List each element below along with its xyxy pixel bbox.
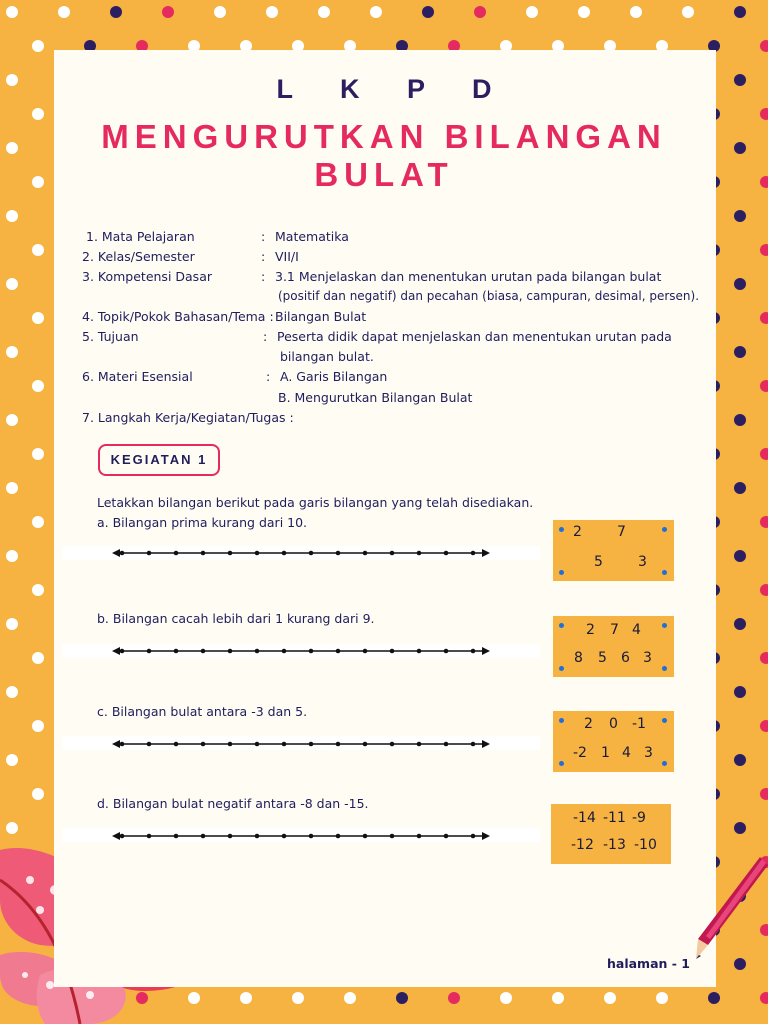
arrow-right-icon bbox=[482, 549, 490, 557]
number-card-c bbox=[553, 711, 674, 772]
polka-dot bbox=[6, 346, 18, 358]
number-line-tick bbox=[282, 834, 287, 839]
number-line-tick bbox=[282, 742, 287, 747]
polka-dot bbox=[136, 992, 148, 1004]
polka-dot bbox=[32, 380, 44, 392]
number-card-a bbox=[553, 520, 674, 581]
polka-dot bbox=[6, 210, 18, 222]
polka-dot bbox=[266, 6, 278, 18]
polka-dot bbox=[32, 584, 44, 596]
polka-dot bbox=[110, 6, 122, 18]
info-label-7: 7. Langkah Kerja/Kegiatan/Tugas : bbox=[82, 410, 294, 425]
number-line-tick bbox=[444, 551, 449, 556]
corner-dot bbox=[662, 718, 667, 723]
polka-dot bbox=[32, 720, 44, 732]
number-line-tick bbox=[444, 834, 449, 839]
card-number: 5 bbox=[598, 650, 607, 666]
card-number: -14 bbox=[573, 810, 596, 826]
info-label-1: 1. Mata Pelajaran bbox=[86, 229, 195, 244]
number-line-tick bbox=[201, 834, 206, 839]
arrow-right-icon bbox=[482, 647, 490, 655]
polka-dot bbox=[6, 618, 18, 630]
polka-dot bbox=[734, 482, 746, 494]
number-line-tick bbox=[120, 551, 125, 556]
corner-dot bbox=[559, 718, 564, 723]
number-line-tick bbox=[444, 649, 449, 654]
number-line-tick bbox=[390, 649, 395, 654]
polka-dot bbox=[552, 992, 564, 1004]
polka-dot bbox=[630, 6, 642, 18]
number-line-b bbox=[112, 645, 490, 657]
corner-dot bbox=[559, 527, 564, 532]
corner-dot bbox=[662, 527, 667, 532]
polka-dot bbox=[32, 652, 44, 664]
polka-dot bbox=[578, 6, 590, 18]
polka-dot bbox=[474, 6, 486, 18]
number-line-tick bbox=[471, 834, 476, 839]
info-label-3: 3. Kompetensi Dasar bbox=[82, 269, 212, 284]
info-sep-6: : bbox=[266, 369, 271, 384]
card-number: -12 bbox=[571, 837, 594, 853]
number-line-tick bbox=[417, 551, 422, 556]
number-line-tick bbox=[120, 834, 125, 839]
polka-dot bbox=[734, 754, 746, 766]
info-value-6b: B. Mengurutkan Bilangan Bulat bbox=[278, 390, 473, 405]
polka-dot bbox=[734, 6, 746, 18]
number-line-tick bbox=[363, 551, 368, 556]
number-line-tick bbox=[336, 834, 341, 839]
page-title bbox=[0, 118, 768, 194]
info-value-3b: (positif dan negatif) dan pecahan (biasa, campuran, desimal, persen). bbox=[278, 289, 700, 303]
number-line-tick bbox=[147, 834, 152, 839]
arrow-left-icon bbox=[112, 832, 120, 840]
card-number: 0 bbox=[609, 716, 618, 732]
card-number: 7 bbox=[610, 622, 619, 638]
number-line-tick bbox=[390, 551, 395, 556]
info-value-1: Matematika bbox=[275, 229, 349, 244]
number-line-tick bbox=[174, 742, 179, 747]
number-line-tick bbox=[309, 649, 314, 654]
number-line-tick bbox=[228, 834, 233, 839]
number-line-tick bbox=[120, 649, 125, 654]
card-number: 3 bbox=[644, 745, 653, 761]
number-line-tick bbox=[174, 834, 179, 839]
number-line-tick bbox=[201, 649, 206, 654]
polka-dot bbox=[6, 414, 18, 426]
polka-dot bbox=[734, 210, 746, 222]
corner-dot bbox=[559, 761, 564, 766]
number-line-tick bbox=[228, 551, 233, 556]
polka-dot bbox=[32, 448, 44, 460]
polka-dot bbox=[734, 550, 746, 562]
number-line-tick bbox=[120, 742, 125, 747]
polka-dot bbox=[6, 482, 18, 494]
polka-dot bbox=[6, 754, 18, 766]
number-line-tick bbox=[228, 742, 233, 747]
polka-dot bbox=[344, 992, 356, 1004]
polka-dot bbox=[734, 618, 746, 630]
polka-dot bbox=[6, 686, 18, 698]
polka-dot bbox=[6, 278, 18, 290]
number-line-tick bbox=[201, 742, 206, 747]
info-label-2: 2. Kelas/Semester bbox=[82, 249, 195, 264]
card-number: 6 bbox=[621, 650, 630, 666]
polka-dot bbox=[318, 6, 330, 18]
pencil-icon bbox=[690, 855, 768, 965]
polka-dot bbox=[448, 992, 460, 1004]
polka-dot bbox=[734, 686, 746, 698]
number-line-tick bbox=[147, 649, 152, 654]
corner-dot bbox=[559, 570, 564, 575]
lkpd-heading: L K P D bbox=[276, 74, 512, 104]
number-line-tick bbox=[228, 649, 233, 654]
polka-dot bbox=[526, 6, 538, 18]
polka-dot bbox=[6, 6, 18, 18]
polka-dot bbox=[734, 822, 746, 834]
number-line-tick bbox=[363, 742, 368, 747]
card-number: -1 bbox=[632, 716, 646, 732]
info-label-5: 5. Tujuan bbox=[82, 329, 139, 344]
number-line-tick bbox=[147, 742, 152, 747]
polka-dot bbox=[32, 788, 44, 800]
card-number: 1 bbox=[601, 745, 610, 761]
info-sep-3: : bbox=[261, 269, 266, 284]
number-line-tick bbox=[471, 551, 476, 556]
number-line-a bbox=[112, 547, 490, 559]
arrow-right-icon bbox=[482, 740, 490, 748]
info-value-2: VII/I bbox=[275, 249, 299, 264]
number-line-tick bbox=[255, 649, 260, 654]
number-line-tick bbox=[255, 834, 260, 839]
polka-dot bbox=[214, 6, 226, 18]
polka-dot bbox=[656, 992, 668, 1004]
number-card-d bbox=[551, 804, 671, 864]
number-line-tick bbox=[471, 649, 476, 654]
number-line-tick bbox=[417, 649, 422, 654]
info-value-5b: bilangan bulat. bbox=[280, 349, 374, 364]
card-number: -9 bbox=[632, 810, 646, 826]
number-line-tick bbox=[309, 742, 314, 747]
arrow-left-icon bbox=[112, 549, 120, 557]
task-d-text: d. Bilangan bulat negatif antara -8 dan -15. bbox=[97, 796, 369, 811]
title-line-2: BULAT bbox=[314, 156, 454, 193]
info-value-4: Bilangan Bulat bbox=[275, 309, 367, 324]
polka-dot bbox=[240, 992, 252, 1004]
info-value-3: 3.1 Menjelaskan dan menentukan urutan pada bilangan bulat bbox=[275, 269, 662, 284]
info-label-6: 6. Materi Esensial bbox=[82, 369, 193, 384]
number-line-tick bbox=[336, 551, 341, 556]
number-line-tick bbox=[309, 551, 314, 556]
number-line-tick bbox=[336, 649, 341, 654]
polka-dot bbox=[370, 6, 382, 18]
card-number: 2 bbox=[584, 716, 593, 732]
info-sep-2: : bbox=[261, 249, 266, 264]
arrow-right-icon bbox=[482, 832, 490, 840]
polka-dot bbox=[500, 992, 512, 1004]
kegiatan-1-label: KEGIATAN 1 bbox=[98, 444, 220, 476]
number-line-tick bbox=[390, 742, 395, 747]
corner-dot bbox=[559, 623, 564, 628]
polka-dot bbox=[708, 992, 720, 1004]
number-line-tick bbox=[471, 742, 476, 747]
polka-dot bbox=[734, 414, 746, 426]
number-line-tick bbox=[363, 649, 368, 654]
number-line-d bbox=[112, 830, 490, 842]
instruction-text: Letakkan bilangan berikut pada garis bilangan yang telah disediakan. bbox=[97, 495, 534, 510]
number-line-tick bbox=[417, 834, 422, 839]
number-line-tick bbox=[255, 742, 260, 747]
number-card-b bbox=[553, 616, 674, 677]
polka-dot bbox=[734, 278, 746, 290]
corner-dot bbox=[662, 761, 667, 766]
number-line-tick bbox=[174, 649, 179, 654]
card-number: 3 bbox=[643, 650, 652, 666]
polka-dot bbox=[396, 992, 408, 1004]
card-number: 3 bbox=[638, 554, 647, 570]
arrow-left-icon bbox=[112, 647, 120, 655]
info-sep-1: : bbox=[261, 229, 266, 244]
polka-dot bbox=[188, 992, 200, 1004]
polka-dot bbox=[682, 6, 694, 18]
polka-dot bbox=[292, 992, 304, 1004]
polka-dot bbox=[6, 550, 18, 562]
info-sep-5: : bbox=[263, 329, 268, 344]
number-line-tick bbox=[336, 742, 341, 747]
number-line-tick bbox=[201, 551, 206, 556]
card-number: -11 bbox=[603, 810, 626, 826]
polka-dot bbox=[32, 516, 44, 528]
arrow-left-icon bbox=[112, 740, 120, 748]
card-number: -2 bbox=[573, 745, 587, 761]
number-line-tick bbox=[309, 834, 314, 839]
card-number: -10 bbox=[634, 837, 657, 853]
card-number: 2 bbox=[586, 622, 595, 638]
polka-dot bbox=[162, 6, 174, 18]
page-number: halaman - 1 bbox=[607, 956, 691, 971]
title-line-1: MENGURUTKAN BILANGAN bbox=[101, 118, 667, 155]
corner-dot bbox=[662, 666, 667, 671]
number-line-tick bbox=[174, 551, 179, 556]
number-line-tick bbox=[255, 551, 260, 556]
number-line-tick bbox=[147, 551, 152, 556]
corner-dot bbox=[662, 570, 667, 575]
number-line-tick bbox=[282, 649, 287, 654]
task-b-text: b. Bilangan cacah lebih dari 1 kurang dari 9. bbox=[97, 611, 375, 626]
info-value-5: Peserta didik dapat menjelaskan dan menentukan urutan pada bbox=[277, 329, 672, 344]
polka-dot bbox=[422, 6, 434, 18]
card-number: 8 bbox=[574, 650, 583, 666]
number-line-tick bbox=[444, 742, 449, 747]
corner-dot bbox=[559, 666, 564, 671]
task-c-text: c. Bilangan bulat antara -3 dan 5. bbox=[97, 704, 308, 719]
task-a-text: a. Bilangan prima kurang dari 10. bbox=[97, 515, 308, 530]
card-number: 5 bbox=[594, 554, 603, 570]
info-value-6: A. Garis Bilangan bbox=[280, 369, 388, 384]
info-label-4: 4. Topik/Pokok Bahasan/Tema : bbox=[82, 309, 274, 324]
polka-dot bbox=[32, 244, 44, 256]
card-number: 4 bbox=[622, 745, 631, 761]
corner-dot bbox=[662, 623, 667, 628]
polka-dot bbox=[32, 312, 44, 324]
number-line-tick bbox=[282, 551, 287, 556]
polka-dot bbox=[32, 40, 44, 52]
card-number: 4 bbox=[632, 622, 641, 638]
number-line-tick bbox=[363, 834, 368, 839]
card-number: -13 bbox=[603, 837, 626, 853]
card-number: 2 bbox=[573, 524, 582, 540]
polka-dot bbox=[6, 822, 18, 834]
polka-dot bbox=[734, 346, 746, 358]
number-line-tick bbox=[390, 834, 395, 839]
polka-dot bbox=[58, 6, 70, 18]
polka-dot bbox=[604, 992, 616, 1004]
card-number: 7 bbox=[617, 524, 626, 540]
number-line-c bbox=[112, 738, 490, 750]
number-line-tick bbox=[417, 742, 422, 747]
